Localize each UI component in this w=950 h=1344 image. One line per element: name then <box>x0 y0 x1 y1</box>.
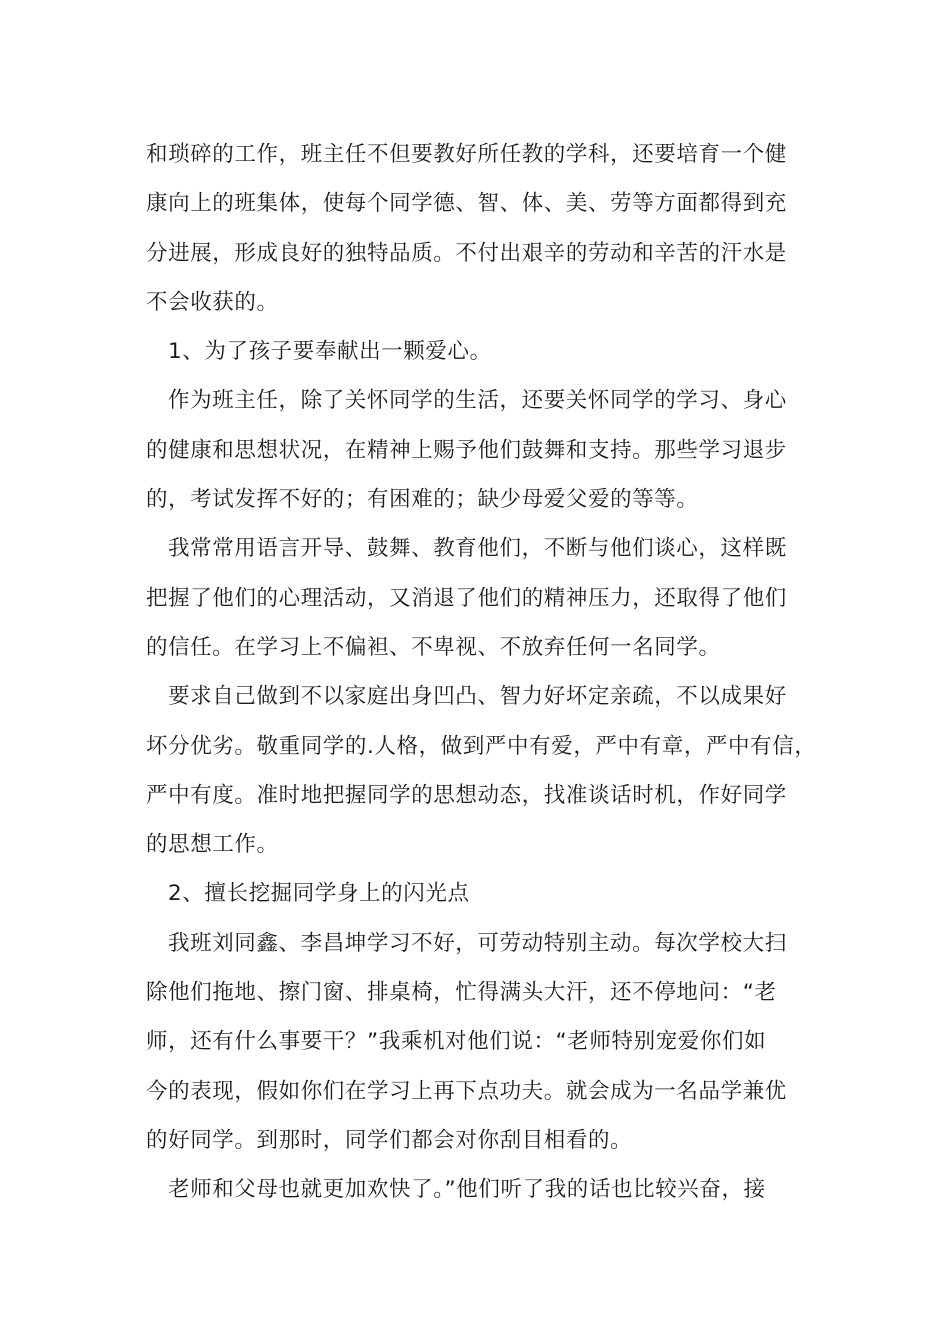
text-line: 坏分优劣。敬重同学的.人格，做到严中有爱，严中有章，严中有信， <box>146 733 817 759</box>
text-line: 老师和父母也就更加欢快了。”他们听了我的话也比较兴奋，接 <box>168 1177 766 1203</box>
text-line: 的思想工作。 <box>146 832 279 858</box>
text-line: 我常常用语言开导、鼓舞、教育他们，不断与他们谈心，这样既 <box>168 536 787 562</box>
text-line: 不会收获的。 <box>146 289 279 315</box>
text-line: 的健康和思想状况，在精神上赐予他们鼓舞和支持。那些学习退步 <box>146 437 787 463</box>
text-line: 今的表现，假如你们在学习上再下点功夫。就会成为一名品学兼优 <box>146 1078 787 1104</box>
text-line: 师，还有什么事要干？”我乘机对他们说：“老师特别宠爱你们如 <box>146 1029 767 1055</box>
text-line: 要求自己做到不以家庭出身凹凸、智力好坏定亲疏，不以成果好 <box>168 684 787 710</box>
text-line: 把握了他们的心理活动，又消退了他们的精神压力，还取得了他们 <box>146 585 787 611</box>
text-line: 的好同学。到那时，同学们都会对你刮目相看的。 <box>146 1127 633 1153</box>
document-body <box>146 130 836 1215</box>
text-line: 2、擅长挖掘同学身上的闪光点 <box>168 881 470 907</box>
text-line: 和琐碎的工作，班主任不但要教好所任教的学科，还要培育一个健 <box>146 142 787 167</box>
text-line: 康向上的班集体，使每个同学德、智、体、美、劳等方面都得到充 <box>146 191 787 217</box>
text-line: 我班刘同鑫、李昌坤学习不好，可劳动特别主动。每次学校大扫 <box>168 930 787 956</box>
text-line: 的信任。在学习上不偏袒、不卑视、不放弃任何一名同学。 <box>146 634 721 660</box>
text-line: 1、为了孩子要奉献出一颗爱心。 <box>168 339 492 365</box>
text-line: 严中有度。准时地把握同学的思想动态，找准谈话时机，作好同学 <box>146 782 787 808</box>
text-line: 分进展，形成良好的独特品质。不付出艰辛的劳动和辛苦的汗水是 <box>146 240 787 266</box>
text-line: 的，考试发挥不好的；有困难的；缺少母爱父爱的等等。 <box>146 487 699 513</box>
text-line: 除他们拖地、擦门窗、排桌椅，忙得满头大汗，还不停地问：“老 <box>146 980 777 1006</box>
text-line: 作为班主任，除了关怀同学的生活，还要关怀同学的学习、身心 <box>168 388 787 414</box>
